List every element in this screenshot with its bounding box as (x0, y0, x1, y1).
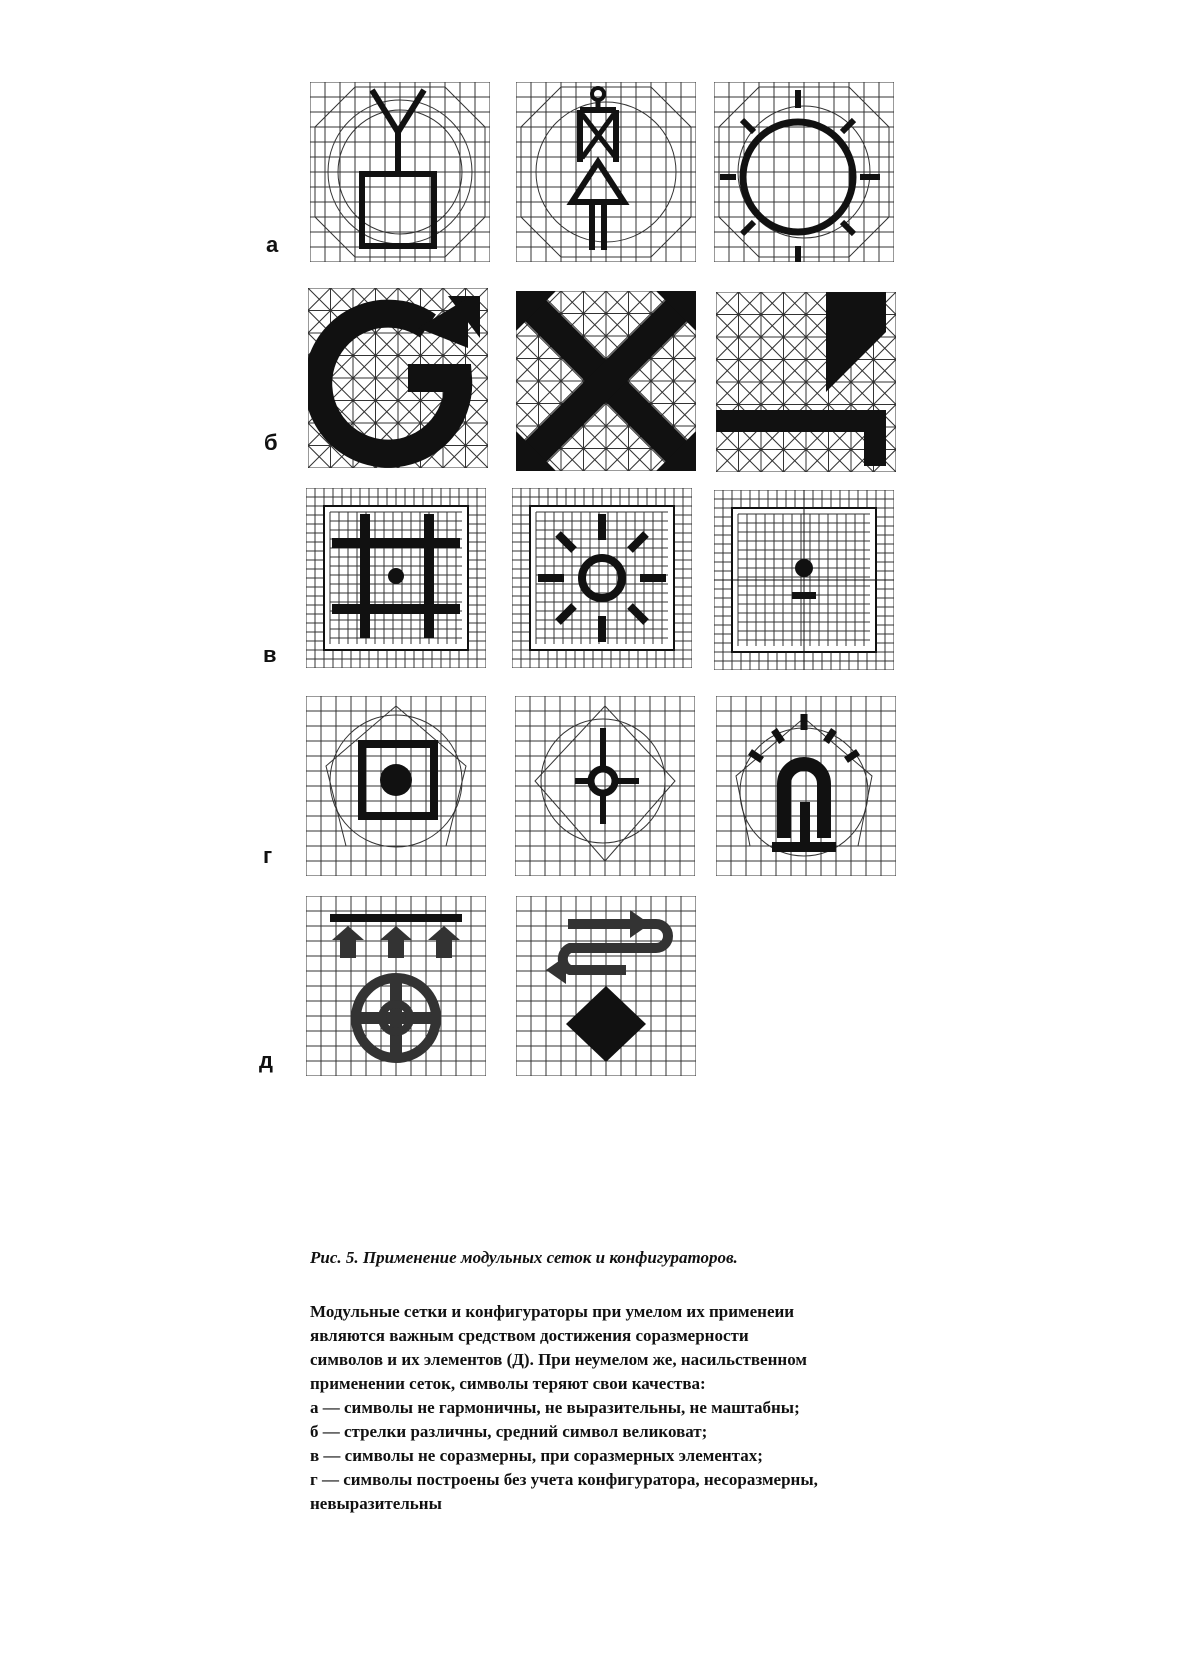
symbol-dot-dash (714, 490, 894, 670)
description-line: Модульные сетки и конфигураторы при умелом их применеии (310, 1302, 795, 1321)
figure-caption: Рис. 5. Применение модульных сеток и конфигураторов. (310, 1248, 738, 1267)
symbol-square-dot (306, 696, 486, 876)
symbol-magnet (716, 696, 896, 876)
symbol-hash-dot (306, 488, 486, 668)
description-line: невыразительны (310, 1494, 442, 1513)
symbol-crosshair (515, 696, 695, 876)
symbol-arrow-g (308, 288, 488, 468)
description-line: а — символы не гармоничны, не выразительны, не маштабны; (310, 1398, 800, 1417)
row-label-g: г (263, 843, 273, 868)
description-line: символов и их элементов (Д). При неумелом же, насильственном (310, 1350, 807, 1369)
description-line: являются важным средством достижения соразмерности (310, 1326, 749, 1345)
row-label-d: д (259, 1048, 273, 1073)
figure-description (310, 1300, 950, 1516)
description-line: б — стрелки различны, средний символ великоват; (310, 1422, 708, 1441)
description-line: г — символы построены без учета конфигуратора, несоразмерны, (310, 1470, 818, 1489)
symbol-cross-x (516, 291, 696, 471)
row-label-b: б (264, 430, 278, 455)
description-line: применении сеток, символы теряют свои качества: (310, 1374, 706, 1393)
symbol-loop-diamond (516, 896, 696, 1076)
symbol-corner-shape (716, 292, 896, 472)
row-label-a: а (266, 232, 279, 257)
description-line: в — символы не соразмерны, при соразмерных элементах; (310, 1446, 763, 1465)
symbol-arrows-wheel (306, 896, 486, 1076)
symbol-sun-ring (714, 82, 894, 262)
symbol-sun-rays (512, 488, 692, 668)
symbol-antenna-house (310, 82, 490, 262)
symbol-woman-figure (516, 82, 696, 262)
row-label-v: в (263, 642, 277, 667)
